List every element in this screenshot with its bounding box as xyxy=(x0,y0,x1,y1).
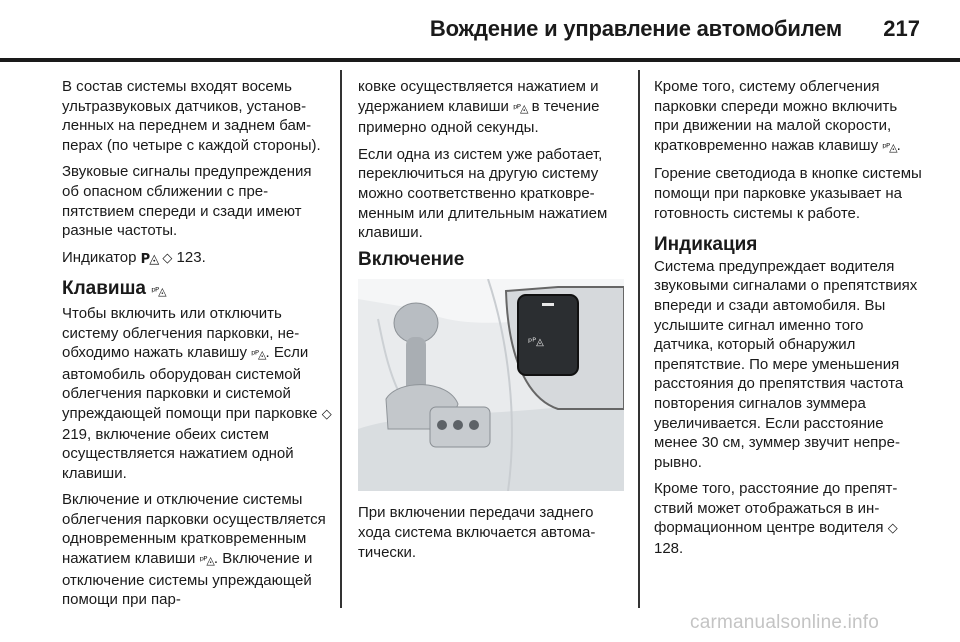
column-2 xyxy=(358,77,624,569)
paragraph: Чтобы включить или отключить систему облегчения парковки, необходимо нажать клавишу ᵖᴾ◬. Если автомобиль оборудован системой облегчения парковки и системой упреждающей помощи при парковке ◇ 219, включение обеих систем осуществляется нажатием одной клавиши. xyxy=(62,304,332,482)
reference-arrow-icon: ◇ xyxy=(321,406,332,422)
paragraph: Кроме того, систему облегчения парковки спереди можно включить при движении на малой скорости, кратковременно нажав клавишу ᵖᴾ◬. xyxy=(654,77,924,157)
column-3 xyxy=(654,77,924,566)
paragraph: Звуковые сигналы предупреждения об опасном сближении с препятствием спереди и сзади имеют разные частоты. xyxy=(62,163,312,240)
column-divider xyxy=(340,70,342,608)
paragraph: Если одна из систем уже работает, переключиться на другую систему можно соответственно кратковременным или длительным нажатием клавиши. xyxy=(358,145,608,242)
park-indicator-icon: P◬ xyxy=(140,251,159,267)
page-header xyxy=(0,0,960,58)
paragraph-text: Кроме того, систему облегчения парковки спереди можно включить при движении на малой скорости, кратковременно нажав клавишу xyxy=(654,78,898,154)
paragraph xyxy=(654,479,924,558)
paragraph-text: Включение и отключение системы облегчения парковки осуществляется одновременным кратковременным нажатием клавиши xyxy=(62,491,326,568)
reference-arrow-icon: ◇ xyxy=(162,250,173,266)
column-divider xyxy=(638,70,640,608)
park-key-icon: ᵖᴾ◬ xyxy=(882,140,897,154)
svg-text:ᵖᴾ◬: ᵖᴾ◬ xyxy=(528,337,544,349)
paragraph-text: Если автомобиль оборудован системой облегчения парковки и системой упреждающей помощи при парковке xyxy=(62,344,318,422)
page-reference[interactable]: 123. xyxy=(176,248,206,266)
park-key-icon: ᵖᴾ◬ xyxy=(513,101,528,115)
paragraph xyxy=(358,77,624,138)
paragraph: Горение светодиода в кнопке системы помощи при парковке указывает на готовность системы к работе. xyxy=(654,165,922,222)
paragraph: В состав системы входят восемь ультразвуковых датчиков, установленных на переднем и заднем бамперах (по четыре с каждой стороны). xyxy=(62,78,321,154)
watermark: carmanualsonline.info xyxy=(690,612,880,633)
section-heading: Включение xyxy=(358,248,465,270)
heading-text: Клавиша xyxy=(62,278,146,300)
paragraph-text: ковке осуществляется нажатием и удержанием клавиши xyxy=(358,78,599,115)
section-heading xyxy=(62,279,332,302)
chapter-title: Вождение и управление автомобилем xyxy=(429,16,842,41)
console-photo xyxy=(358,279,624,491)
page-reference[interactable]: 219, включение обеих систем осуществляется нажатием одной клавиши. xyxy=(62,425,294,482)
reference-arrow-icon: ◇ xyxy=(887,521,898,537)
paragraph: Включение и отключение системы облегчения парковки осуществляется одновременным кратковременным нажатием клавиши ᵖᴾ◬. Включение и отключение системы упреждающей помощи при пар- xyxy=(62,491,326,609)
park-key-icon: ᵖᴾ◬ xyxy=(251,348,266,362)
paragraph-text: Включение и отключение системы упреждающей помощи при пар- xyxy=(62,550,313,609)
paragraph xyxy=(62,248,332,270)
paragraph-text: Чтобы включить или отключить систему облегчения парковки, необходимо нажать клавишу xyxy=(62,304,300,362)
park-key-icon: ᵖᴾ◬ xyxy=(151,285,166,299)
section-heading: Индикация xyxy=(654,234,758,256)
paragraph-text: Индикатор xyxy=(62,248,137,266)
paragraph-text: Кроме того, расстояние до препятствий может отображаться в информационном центре водителя xyxy=(654,480,898,537)
paragraph: Система предупреждает водителя звуковыми сигналами о препятствиях впереди и сзади автомобиля. Вы услышите сигнал именно того датчика, который обнаружил препятствие. По мере уменьшения расстояния до препятствия частота повторения сигналов зуммера увеличивается. Если расстояние менее 30 см, зуммер звучит непрерывно. xyxy=(654,257,918,471)
page-number: 217 xyxy=(883,16,920,41)
header-rule xyxy=(0,58,960,62)
park-key-icon: ᵖᴾ◬ xyxy=(199,554,214,568)
paragraph-text: в течение примерно одной секунды. xyxy=(358,97,600,137)
column-1 xyxy=(62,77,332,617)
paragraph: При включении передачи заднего хода система включается автоматически. xyxy=(358,504,596,561)
page-reference[interactable]: 128. xyxy=(654,540,684,558)
